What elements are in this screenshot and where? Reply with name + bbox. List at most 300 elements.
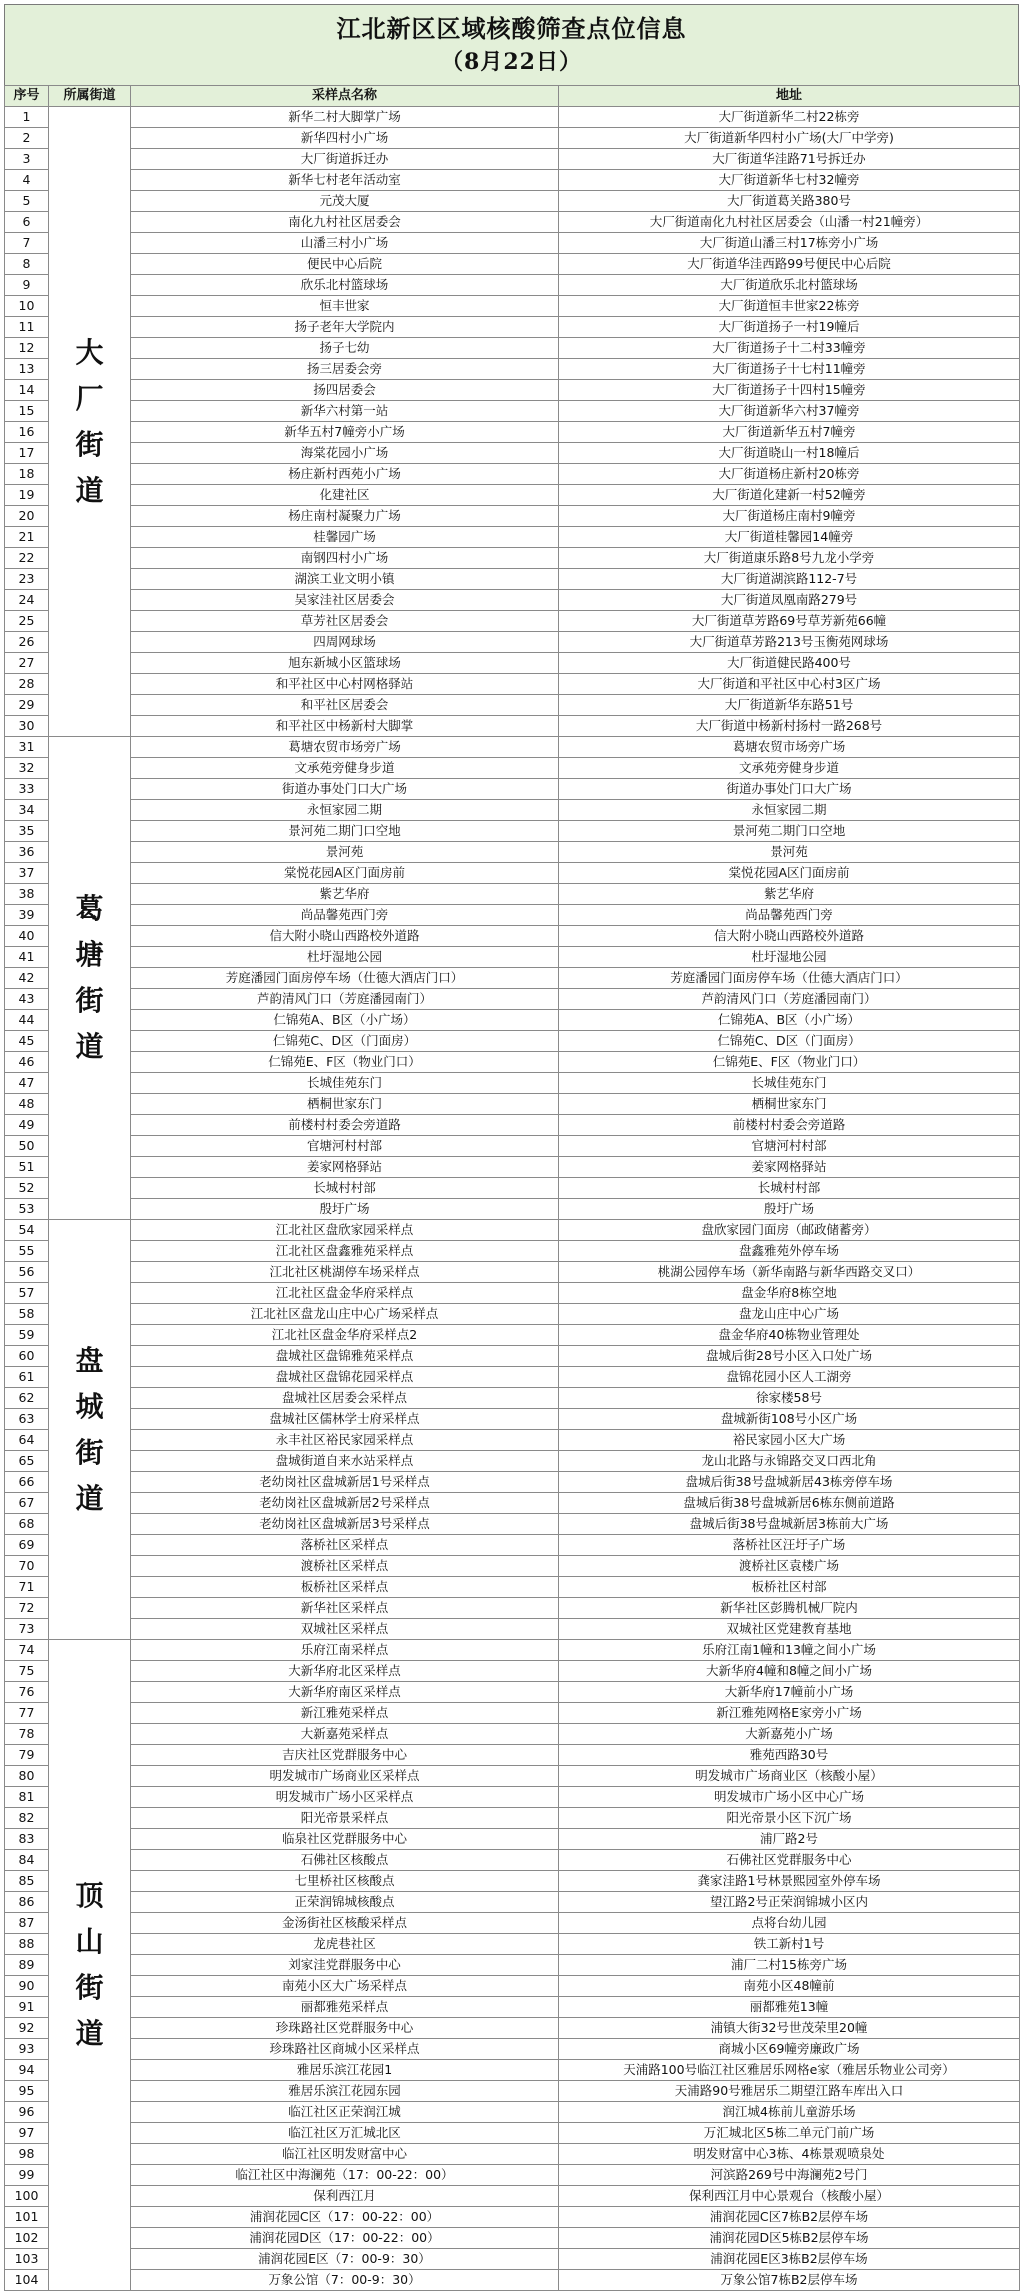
row-index: 42 bbox=[5, 968, 49, 989]
district-cell bbox=[49, 1220, 131, 1640]
table-row bbox=[5, 1052, 1020, 1073]
table-row bbox=[5, 1724, 1020, 1745]
address-cell: 大厂街道华洼西路99号便民中心后院 bbox=[559, 254, 1020, 275]
table-row bbox=[5, 1178, 1020, 1199]
row-index: 47 bbox=[5, 1073, 49, 1094]
address-cell: 大新嘉苑小广场 bbox=[559, 1724, 1020, 1745]
table-row bbox=[5, 1073, 1020, 1094]
address-cell: 落桥社区汪圩子广场 bbox=[559, 1535, 1020, 1556]
table-row bbox=[5, 1325, 1020, 1346]
site-name-cell: 老幼岗社区盘城新居2号采样点 bbox=[131, 1493, 559, 1514]
table-row bbox=[5, 2249, 1020, 2270]
district-cell bbox=[49, 107, 131, 737]
site-name-cell: 前楼村村委会旁道路 bbox=[131, 1115, 559, 1136]
address-cell: 大厂街道扬子一村19幢后 bbox=[559, 317, 1020, 338]
header-district: 所属街道 bbox=[49, 86, 131, 107]
row-index: 38 bbox=[5, 884, 49, 905]
table-row bbox=[5, 317, 1020, 338]
site-name-cell: 扬三居委会旁 bbox=[131, 359, 559, 380]
address-cell: 长城村村部 bbox=[559, 1178, 1020, 1199]
table-row bbox=[5, 1997, 1020, 2018]
row-index: 28 bbox=[5, 674, 49, 695]
row-index: 40 bbox=[5, 926, 49, 947]
table-row bbox=[5, 863, 1020, 884]
table-row bbox=[5, 401, 1020, 422]
address-cell: 龚家洼路1号林景熙园室外停车场 bbox=[559, 1871, 1020, 1892]
table-row bbox=[5, 1430, 1020, 1451]
table-row bbox=[5, 1955, 1020, 1976]
address-cell: 大厂街道健民路400号 bbox=[559, 653, 1020, 674]
table-row bbox=[5, 1787, 1020, 1808]
site-name-cell: 渡桥社区采样点 bbox=[131, 1556, 559, 1577]
site-name-cell: 芦韵清风门口（芳庭潘园南门） bbox=[131, 989, 559, 1010]
address-cell: 大厂街道葛关路380号 bbox=[559, 191, 1020, 212]
table-row bbox=[5, 611, 1020, 632]
site-name-cell: 扬子七幼 bbox=[131, 338, 559, 359]
row-index: 95 bbox=[5, 2081, 49, 2102]
site-name-cell: 葛塘农贸市场旁广场 bbox=[131, 737, 559, 758]
site-name-cell: 仁锦苑C、D区（门面房） bbox=[131, 1031, 559, 1052]
address-cell: 河滨路269号中海澜苑2号门 bbox=[559, 2165, 1020, 2186]
table-row bbox=[5, 947, 1020, 968]
address-cell: 杜圩湿地公园 bbox=[559, 947, 1020, 968]
address-cell: 盘城后街38号盘城新居3栋前大广场 bbox=[559, 1514, 1020, 1535]
site-name-cell: 杨庄南村凝聚力广场 bbox=[131, 506, 559, 527]
address-cell: 明发城市广场小区中心广场 bbox=[559, 1787, 1020, 1808]
site-name-cell: 湖滨工业文明小镇 bbox=[131, 569, 559, 590]
address-cell: 紫艺华府 bbox=[559, 884, 1020, 905]
row-index: 37 bbox=[5, 863, 49, 884]
row-index: 23 bbox=[5, 569, 49, 590]
address-cell: 大厂街道晓山一村18幢后 bbox=[559, 443, 1020, 464]
table-row bbox=[5, 632, 1020, 653]
site-name-cell: 信大附小晓山西路校外道路 bbox=[131, 926, 559, 947]
table-row bbox=[5, 338, 1020, 359]
site-name-cell: 和平社区中杨新村大脚掌 bbox=[131, 716, 559, 737]
row-index: 59 bbox=[5, 1325, 49, 1346]
row-index: 34 bbox=[5, 800, 49, 821]
site-name-cell: 吴家洼社区居委会 bbox=[131, 590, 559, 611]
row-index: 51 bbox=[5, 1157, 49, 1178]
site-name-cell: 仁锦苑A、B区（小广场） bbox=[131, 1010, 559, 1031]
site-name-cell: 新华四村小广场 bbox=[131, 128, 559, 149]
table-row bbox=[5, 1346, 1020, 1367]
site-name-cell: 南苑小区大广场采样点 bbox=[131, 1976, 559, 1997]
site-name-cell: 明发城市广场小区采样点 bbox=[131, 1787, 559, 1808]
site-name-cell: 街道办事处门口大广场 bbox=[131, 779, 559, 800]
address-cell: 殷圩广场 bbox=[559, 1199, 1020, 1220]
site-name-cell: 临江社区万汇城北区 bbox=[131, 2123, 559, 2144]
address-cell: 天浦路100号临江社区雅居乐网格e家（雅居乐物业公司旁） bbox=[559, 2060, 1020, 2081]
row-index: 31 bbox=[5, 737, 49, 758]
address-cell: 盘城后街28号小区入口处广场 bbox=[559, 1346, 1020, 1367]
table-row bbox=[5, 1556, 1020, 1577]
table-row bbox=[5, 884, 1020, 905]
table-row bbox=[5, 1514, 1020, 1535]
page-subtitle: （8月22日） bbox=[441, 49, 582, 75]
site-name-cell: 老幼岗社区盘城新居1号采样点 bbox=[131, 1472, 559, 1493]
district-cell bbox=[49, 1640, 131, 2291]
address-cell: 仁锦苑E、F区（物业门口） bbox=[559, 1052, 1020, 1073]
address-cell: 大厂街道湖滨路112-7号 bbox=[559, 569, 1020, 590]
address-cell: 大厂街道南化九村社区居委会（山潘一村21幢旁） bbox=[559, 212, 1020, 233]
address-cell: 盘锦花园小区人工湖旁 bbox=[559, 1367, 1020, 1388]
site-name-cell: 大新华府北区采样点 bbox=[131, 1661, 559, 1682]
address-cell: 景河苑 bbox=[559, 842, 1020, 863]
table-row bbox=[5, 1367, 1020, 1388]
row-index: 87 bbox=[5, 1913, 49, 1934]
address-cell: 大厂街道化建新一村52幢旁 bbox=[559, 485, 1020, 506]
site-name-cell: 雅居乐滨江花园1 bbox=[131, 2060, 559, 2081]
row-index: 20 bbox=[5, 506, 49, 527]
address-cell: 新江雅苑网格E家旁小广场 bbox=[559, 1703, 1020, 1724]
row-index: 25 bbox=[5, 611, 49, 632]
site-name-cell: 盘城社区居委会采样点 bbox=[131, 1388, 559, 1409]
table-row bbox=[5, 422, 1020, 443]
table-row bbox=[5, 1640, 1020, 1661]
row-index: 43 bbox=[5, 989, 49, 1010]
table-row bbox=[5, 989, 1020, 1010]
row-index: 75 bbox=[5, 1661, 49, 1682]
row-index: 79 bbox=[5, 1745, 49, 1766]
row-index: 24 bbox=[5, 590, 49, 611]
page-title: 江北新区区域核酸筛查点位信息 bbox=[336, 14, 687, 43]
site-name-cell: 大新华府南区采样点 bbox=[131, 1682, 559, 1703]
table-row bbox=[5, 1598, 1020, 1619]
table-row bbox=[5, 1577, 1020, 1598]
row-index: 6 bbox=[5, 212, 49, 233]
table-row bbox=[5, 1157, 1020, 1178]
district-label: 盘城街道 bbox=[75, 1343, 104, 1515]
table-row bbox=[5, 905, 1020, 926]
table-row bbox=[5, 254, 1020, 275]
row-index: 18 bbox=[5, 464, 49, 485]
table-row bbox=[5, 1199, 1020, 1220]
row-index: 3 bbox=[5, 149, 49, 170]
site-name-cell: 刘家洼党群服务中心 bbox=[131, 1955, 559, 1976]
address-cell: 大厂街道新华东路51号 bbox=[559, 695, 1020, 716]
table-row bbox=[5, 695, 1020, 716]
site-name-cell: 浦润花园E区（7：00-9：30） bbox=[131, 2249, 559, 2270]
site-name-cell: 海棠花园小广场 bbox=[131, 443, 559, 464]
address-cell: 浦厂路2号 bbox=[559, 1829, 1020, 1850]
row-index: 44 bbox=[5, 1010, 49, 1031]
row-index: 14 bbox=[5, 380, 49, 401]
address-cell: 芦韵清风门口（芳庭潘园南门） bbox=[559, 989, 1020, 1010]
row-index: 102 bbox=[5, 2228, 49, 2249]
row-index: 41 bbox=[5, 947, 49, 968]
address-cell: 裕民家园小区大广场 bbox=[559, 1430, 1020, 1451]
table-row bbox=[5, 1388, 1020, 1409]
address-cell: 盘城新街108号小区广场 bbox=[559, 1409, 1020, 1430]
row-index: 46 bbox=[5, 1052, 49, 1073]
address-cell: 芳庭潘园门面房停车场（仕德大酒店门口） bbox=[559, 968, 1020, 989]
address-cell: 盘城后街38号盘城新居6栋东侧前道路 bbox=[559, 1493, 1020, 1514]
table-row bbox=[5, 359, 1020, 380]
site-name-cell: 长城佳苑东门 bbox=[131, 1073, 559, 1094]
row-index: 96 bbox=[5, 2102, 49, 2123]
district-label: 大厂街道 bbox=[75, 335, 104, 507]
table-row bbox=[5, 1913, 1020, 1934]
address-cell: 大厂街道华洼路71号拆迁办 bbox=[559, 149, 1020, 170]
site-name-cell: 乐府江南采样点 bbox=[131, 1640, 559, 1661]
site-name-cell: 山潘三村小广场 bbox=[131, 233, 559, 254]
site-name-cell: 临江社区中海澜苑（17：00-22：00） bbox=[131, 2165, 559, 2186]
address-cell: 大厂街道扬子十二村33幢旁 bbox=[559, 338, 1020, 359]
site-name-cell: 临江社区明发财富中心 bbox=[131, 2144, 559, 2165]
table-row bbox=[5, 464, 1020, 485]
site-name-cell: 龙虎巷社区 bbox=[131, 1934, 559, 1955]
address-cell: 龙山北路与永锦路交叉口西北角 bbox=[559, 1451, 1020, 1472]
row-index: 52 bbox=[5, 1178, 49, 1199]
site-name-cell: 浦润花园C区（17：00-22：00） bbox=[131, 2207, 559, 2228]
address-cell: 天浦路90号雅居乐二期望江路车库出入口 bbox=[559, 2081, 1020, 2102]
site-name-cell: 永恒家园二期 bbox=[131, 800, 559, 821]
table-row bbox=[5, 1220, 1020, 1241]
row-index: 97 bbox=[5, 2123, 49, 2144]
row-index: 99 bbox=[5, 2165, 49, 2186]
row-index: 39 bbox=[5, 905, 49, 926]
row-index: 77 bbox=[5, 1703, 49, 1724]
row-index: 100 bbox=[5, 2186, 49, 2207]
site-name-cell: 江北社区盘龙山庄中心广场采样点 bbox=[131, 1304, 559, 1325]
address-cell: 葛塘农贸市场旁广场 bbox=[559, 737, 1020, 758]
table-row bbox=[5, 1703, 1020, 1724]
site-name-cell: 金汤街社区核酸采样点 bbox=[131, 1913, 559, 1934]
table-row bbox=[5, 758, 1020, 779]
site-name-cell: 姜家网格驿站 bbox=[131, 1157, 559, 1178]
table-row bbox=[5, 1304, 1020, 1325]
table-row bbox=[5, 926, 1020, 947]
site-name-cell: 南钢四村小广场 bbox=[131, 548, 559, 569]
row-index: 91 bbox=[5, 1997, 49, 2018]
row-index: 89 bbox=[5, 1955, 49, 1976]
address-cell: 栖桐世家东门 bbox=[559, 1094, 1020, 1115]
address-cell: 乐府江南1幢和13幢之间小广场 bbox=[559, 1640, 1020, 1661]
address-cell: 姜家网格驿站 bbox=[559, 1157, 1020, 1178]
row-index: 93 bbox=[5, 2039, 49, 2060]
row-index: 86 bbox=[5, 1892, 49, 1913]
table-row bbox=[5, 821, 1020, 842]
site-name-cell: 化建社区 bbox=[131, 485, 559, 506]
table-row bbox=[5, 1010, 1020, 1031]
table-row bbox=[5, 485, 1020, 506]
site-name-cell: 保利西江月 bbox=[131, 2186, 559, 2207]
address-cell: 大厂街道扬子十四村15幢旁 bbox=[559, 380, 1020, 401]
site-name-cell: 新华二村大脚掌广场 bbox=[131, 107, 559, 128]
row-index: 78 bbox=[5, 1724, 49, 1745]
title-block bbox=[4, 4, 1019, 85]
site-name-cell: 大新嘉苑采样点 bbox=[131, 1724, 559, 1745]
address-cell: 明发城市广场商业区（核酸小屋） bbox=[559, 1766, 1020, 1787]
row-index: 64 bbox=[5, 1430, 49, 1451]
row-index: 73 bbox=[5, 1619, 49, 1640]
address-cell: 大厂街道康乐路8号九龙小学旁 bbox=[559, 548, 1020, 569]
site-name-cell: 恒丰世家 bbox=[131, 296, 559, 317]
site-name-cell: 杨庄新村西苑小广场 bbox=[131, 464, 559, 485]
row-index: 27 bbox=[5, 653, 49, 674]
address-cell: 盘金华府40栋物业管理处 bbox=[559, 1325, 1020, 1346]
row-index: 101 bbox=[5, 2207, 49, 2228]
site-name-cell: 石佛社区核酸点 bbox=[131, 1850, 559, 1871]
table-row bbox=[5, 779, 1020, 800]
table-row bbox=[5, 1115, 1020, 1136]
site-name-cell: 江北社区盘欣家园采样点 bbox=[131, 1220, 559, 1241]
row-index: 103 bbox=[5, 2249, 49, 2270]
site-name-cell: 双城社区采样点 bbox=[131, 1619, 559, 1640]
site-name-cell: 殷圩广场 bbox=[131, 1199, 559, 1220]
table-row bbox=[5, 527, 1020, 548]
table-row bbox=[5, 1871, 1020, 1892]
address-cell: 阳光帝景小区下沉广场 bbox=[559, 1808, 1020, 1829]
table-row bbox=[5, 800, 1020, 821]
site-name-cell: 南化九村社区居委会 bbox=[131, 212, 559, 233]
row-index: 21 bbox=[5, 527, 49, 548]
address-cell: 渡桥社区袁楼广场 bbox=[559, 1556, 1020, 1577]
row-index: 9 bbox=[5, 275, 49, 296]
address-cell: 街道办事处门口大广场 bbox=[559, 779, 1020, 800]
site-name-cell: 四周网球场 bbox=[131, 632, 559, 653]
address-cell: 浦润花园C区7栋B2层停车场 bbox=[559, 2207, 1020, 2228]
row-index: 55 bbox=[5, 1241, 49, 1262]
address-cell: 盘欣家园门面房（邮政储蓄旁） bbox=[559, 1220, 1020, 1241]
table-header-row bbox=[5, 86, 1020, 107]
address-cell: 南苑小区48幢前 bbox=[559, 1976, 1020, 1997]
table-row bbox=[5, 1409, 1020, 1430]
address-cell: 大厂街道扬子十七村11幢旁 bbox=[559, 359, 1020, 380]
table-row bbox=[5, 296, 1020, 317]
row-index: 69 bbox=[5, 1535, 49, 1556]
row-index: 30 bbox=[5, 716, 49, 737]
table-row bbox=[5, 968, 1020, 989]
address-cell: 前楼村村委会旁道路 bbox=[559, 1115, 1020, 1136]
row-index: 15 bbox=[5, 401, 49, 422]
site-name-cell: 尚品馨苑西门旁 bbox=[131, 905, 559, 926]
address-cell: 大厂街道草芳路69号草芳新苑66幢 bbox=[559, 611, 1020, 632]
table-row bbox=[5, 443, 1020, 464]
row-index: 88 bbox=[5, 1934, 49, 1955]
address-cell: 万汇城北区5栋二单元门前广场 bbox=[559, 2123, 1020, 2144]
site-name-cell: 珍珠路社区商城小区采样点 bbox=[131, 2039, 559, 2060]
row-index: 80 bbox=[5, 1766, 49, 1787]
address-cell: 大厂街道草芳路213号玉衡苑网球场 bbox=[559, 632, 1020, 653]
site-name-cell: 明发城市广场商业区采样点 bbox=[131, 1766, 559, 1787]
row-index: 32 bbox=[5, 758, 49, 779]
row-index: 7 bbox=[5, 233, 49, 254]
table-row bbox=[5, 1094, 1020, 1115]
site-name-cell: 芳庭潘园门面房停车场（仕德大酒店门口） bbox=[131, 968, 559, 989]
site-name-cell: 草芳社区居委会 bbox=[131, 611, 559, 632]
document-sheet bbox=[4, 4, 1019, 2291]
row-index: 104 bbox=[5, 2270, 49, 2291]
address-cell: 盘鑫雅苑外停车场 bbox=[559, 1241, 1020, 1262]
row-index: 82 bbox=[5, 1808, 49, 1829]
address-cell: 长城佳苑东门 bbox=[559, 1073, 1020, 1094]
address-cell: 大新华府17幢前小广场 bbox=[559, 1682, 1020, 1703]
table-row bbox=[5, 128, 1020, 149]
row-index: 16 bbox=[5, 422, 49, 443]
row-index: 70 bbox=[5, 1556, 49, 1577]
address-cell: 石佛社区党群服务中心 bbox=[559, 1850, 1020, 1871]
table-row bbox=[5, 2102, 1020, 2123]
district-label: 顶山街道 bbox=[75, 1879, 104, 2050]
site-name-cell: 临泉社区党群服务中心 bbox=[131, 1829, 559, 1850]
table-row bbox=[5, 2123, 1020, 2144]
site-name-cell: 大厂街道拆迁办 bbox=[131, 149, 559, 170]
site-name-cell: 珍珠路社区党群服务中心 bbox=[131, 2018, 559, 2039]
address-cell: 盘龙山庄中心广场 bbox=[559, 1304, 1020, 1325]
row-index: 94 bbox=[5, 2060, 49, 2081]
row-index: 36 bbox=[5, 842, 49, 863]
table-row bbox=[5, 737, 1020, 758]
table-row bbox=[5, 2228, 1020, 2249]
site-name-cell: 七里桥社区核酸点 bbox=[131, 1871, 559, 1892]
table-row bbox=[5, 2039, 1020, 2060]
table-row bbox=[5, 1661, 1020, 1682]
table-row bbox=[5, 2060, 1020, 2081]
row-index: 22 bbox=[5, 548, 49, 569]
row-index: 60 bbox=[5, 1346, 49, 1367]
site-name-cell: 雅居乐滨江花园东园 bbox=[131, 2081, 559, 2102]
table-row bbox=[5, 1619, 1020, 1640]
address-cell: 大厂街道杨庄新村20栋旁 bbox=[559, 464, 1020, 485]
address-cell: 明发财富中心3栋、4栋景观喷泉处 bbox=[559, 2144, 1020, 2165]
address-cell: 大厂街道新华七村32幢旁 bbox=[559, 170, 1020, 191]
row-index: 13 bbox=[5, 359, 49, 380]
address-cell: 浦镇大街32号世茂荣里20幢 bbox=[559, 2018, 1020, 2039]
address-cell: 万象公馆7栋B2层停车场 bbox=[559, 2270, 1020, 2291]
address-cell: 大厂街道和平社区中心村3区广场 bbox=[559, 674, 1020, 695]
row-index: 67 bbox=[5, 1493, 49, 1514]
address-cell: 大新华府4幢和8幢之间小广场 bbox=[559, 1661, 1020, 1682]
address-cell: 景河苑二期门口空地 bbox=[559, 821, 1020, 842]
row-index: 2 bbox=[5, 128, 49, 149]
site-name-cell: 长城村村部 bbox=[131, 1178, 559, 1199]
row-index: 53 bbox=[5, 1199, 49, 1220]
address-cell: 新华社区彭腾机械厂院内 bbox=[559, 1598, 1020, 1619]
table-row bbox=[5, 1241, 1020, 1262]
table-row bbox=[5, 2165, 1020, 2186]
table-row bbox=[5, 674, 1020, 695]
row-index: 29 bbox=[5, 695, 49, 716]
row-index: 68 bbox=[5, 1514, 49, 1535]
row-index: 56 bbox=[5, 1262, 49, 1283]
table-row bbox=[5, 842, 1020, 863]
site-name-cell: 阳光帝景采样点 bbox=[131, 1808, 559, 1829]
site-name-cell: 盘城社区盘锦花园采样点 bbox=[131, 1367, 559, 1388]
table-row bbox=[5, 1451, 1020, 1472]
row-index: 48 bbox=[5, 1094, 49, 1115]
table-row bbox=[5, 1808, 1020, 1829]
site-name-cell: 万象公馆（7：00-9：30） bbox=[131, 2270, 559, 2291]
row-index: 61 bbox=[5, 1367, 49, 1388]
row-index: 58 bbox=[5, 1304, 49, 1325]
address-cell: 大厂街道欣乐北村篮球场 bbox=[559, 275, 1020, 296]
address-cell: 永恒家园二期 bbox=[559, 800, 1020, 821]
row-index: 19 bbox=[5, 485, 49, 506]
site-name-cell: 板桥社区采样点 bbox=[131, 1577, 559, 1598]
header-index: 序号 bbox=[5, 86, 49, 107]
address-cell: 信大附小晓山西路校外道路 bbox=[559, 926, 1020, 947]
site-name-cell: 正荣润锦城核酸点 bbox=[131, 1892, 559, 1913]
site-name-cell: 江北社区盘金华府采样点 bbox=[131, 1283, 559, 1304]
address-cell: 商城小区69幢旁廉政广场 bbox=[559, 2039, 1020, 2060]
row-index: 62 bbox=[5, 1388, 49, 1409]
site-name-cell: 和平社区居委会 bbox=[131, 695, 559, 716]
site-name-cell: 吉庆社区党群服务中心 bbox=[131, 1745, 559, 1766]
row-index: 66 bbox=[5, 1472, 49, 1493]
address-cell: 大厂街道桂馨园14幢旁 bbox=[559, 527, 1020, 548]
